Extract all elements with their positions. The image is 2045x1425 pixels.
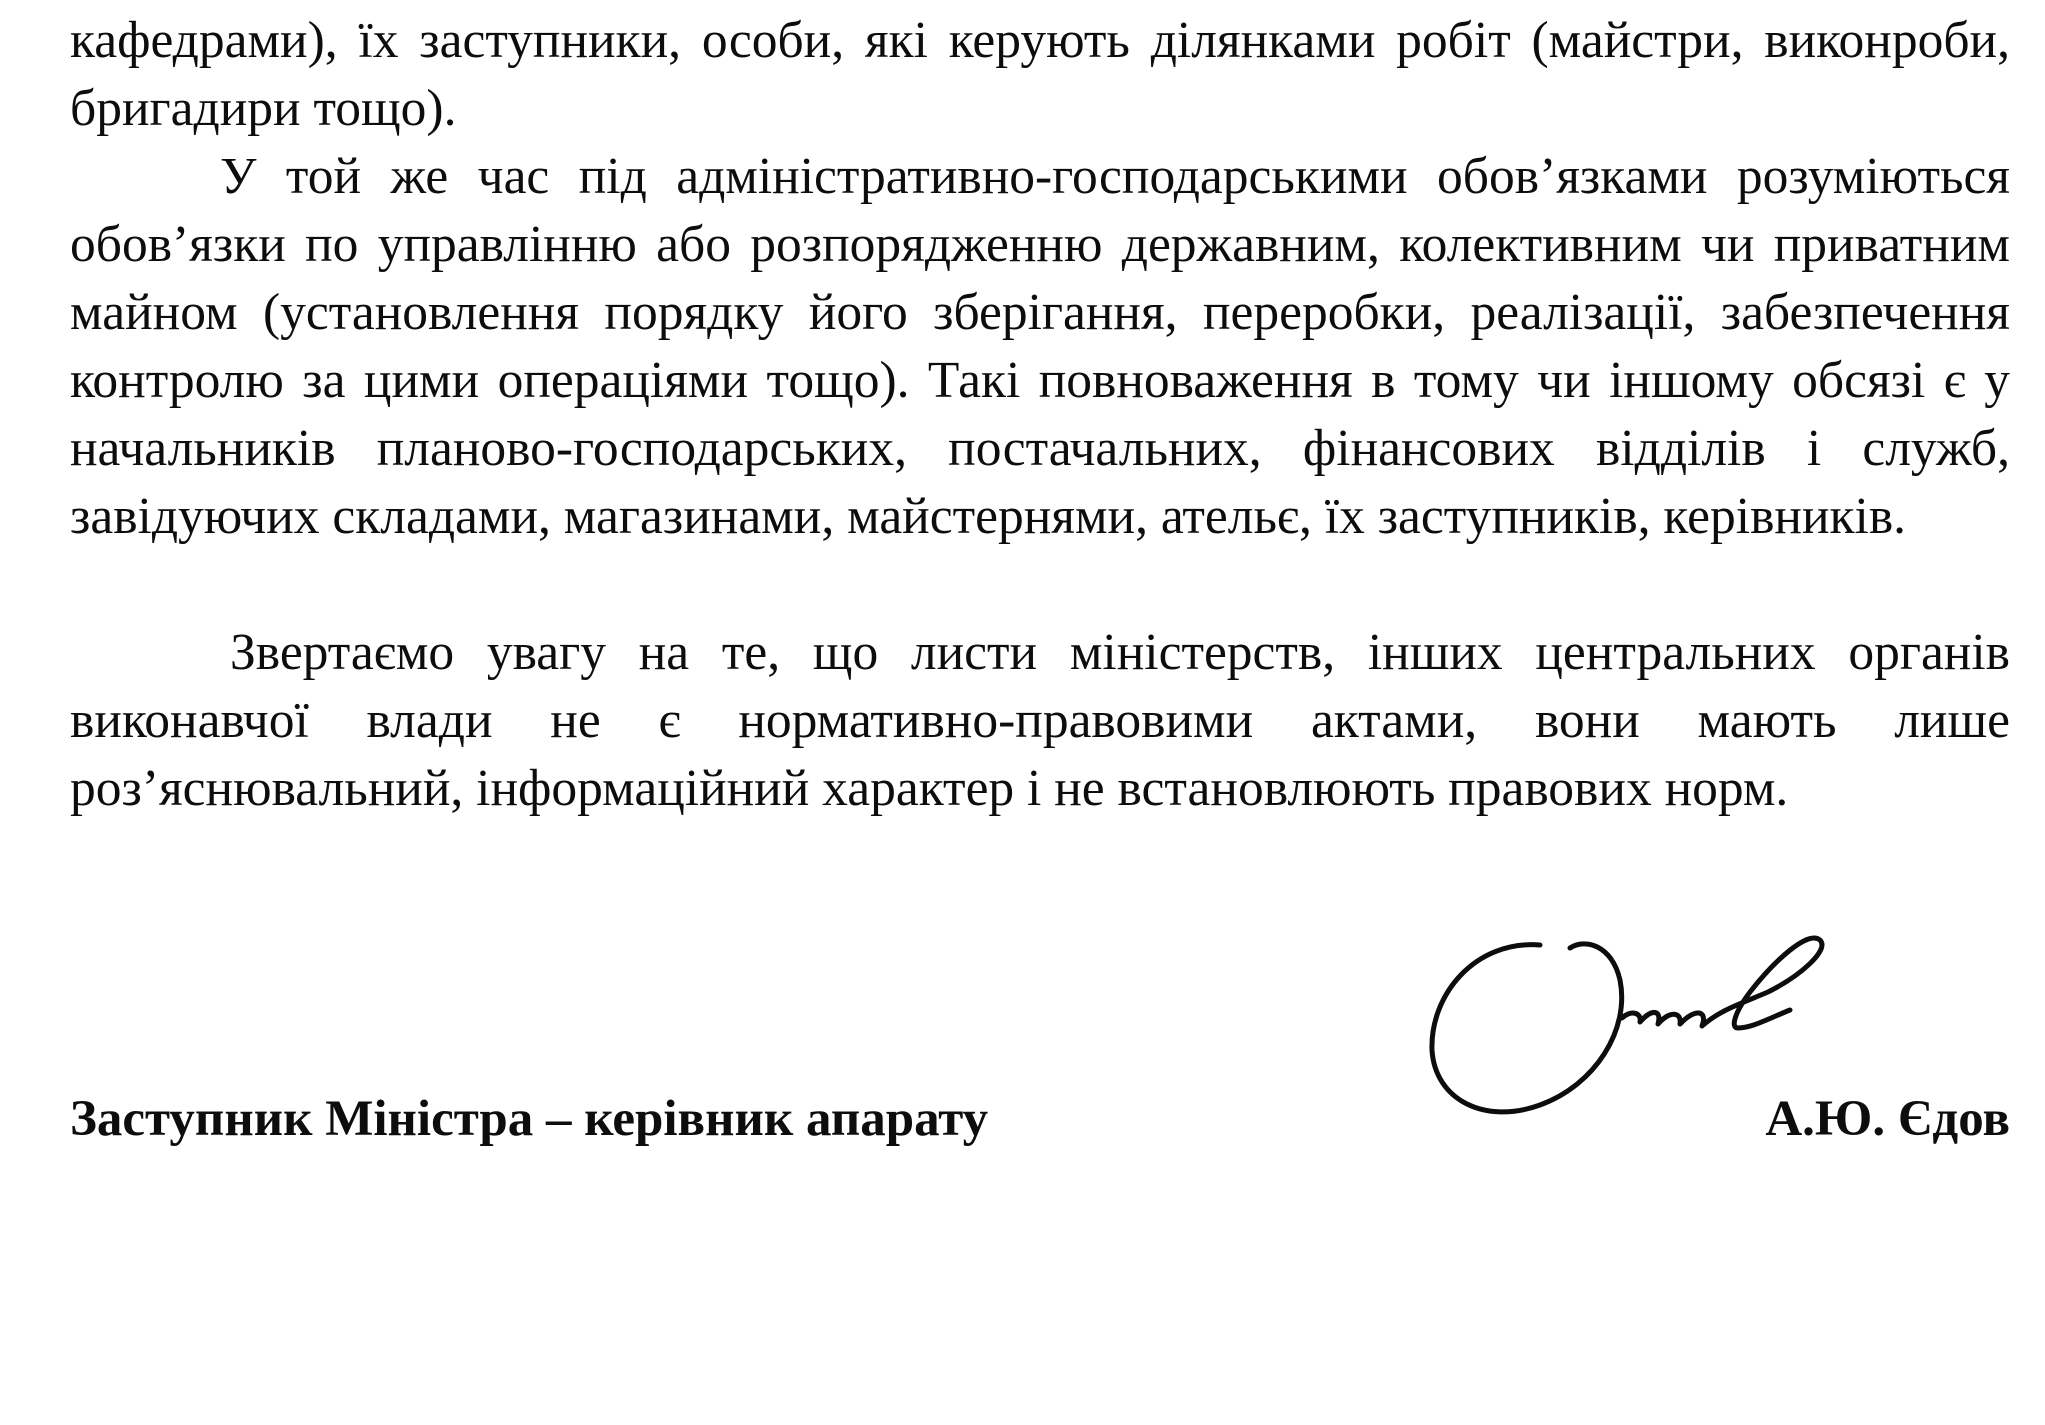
signatory-title: Заступник Міністра – керівник апарату [70, 1091, 989, 1147]
paragraph-ministry-letters-notice: Звертаємо увагу на те, що листи міністерств, інших центральних органів виконавчої влади не є нормативно-правовими актами, вони мають лише роз’яснювальний, інформаційний характер і не встановлюють правових норм. [70, 624, 2010, 817]
paragraph-administrative-duties: У той же час під адміністративно-господарськими обов’язками розуміються обов’язки по управлінню або розпорядженню державним, колективним чи приватним майном (установлення порядку його зберігання, переробки, реалізації, забезпечення контролю за цими операціями тощо). Такі повноваження в тому чи іншому обсязі є у начальників планово-господарських, постачальних, фінансових відділів і служб, завідуючих складами, магазинами, майстернями, ательє, їх заступників, керівників. [70, 148, 2010, 545]
signatory-name: А.Ю. Єдов [1765, 1091, 2010, 1147]
signature-tail-stroke [1622, 938, 1822, 1028]
signature-loop-stroke [1432, 944, 1622, 1112]
letter-page [70, 0, 2020, 1425]
paragraph-continuation: кафедрами), їх заступники, особи, які керують ділянками робіт (майстри, виконроби, бригадири тощо). [70, 12, 2010, 137]
